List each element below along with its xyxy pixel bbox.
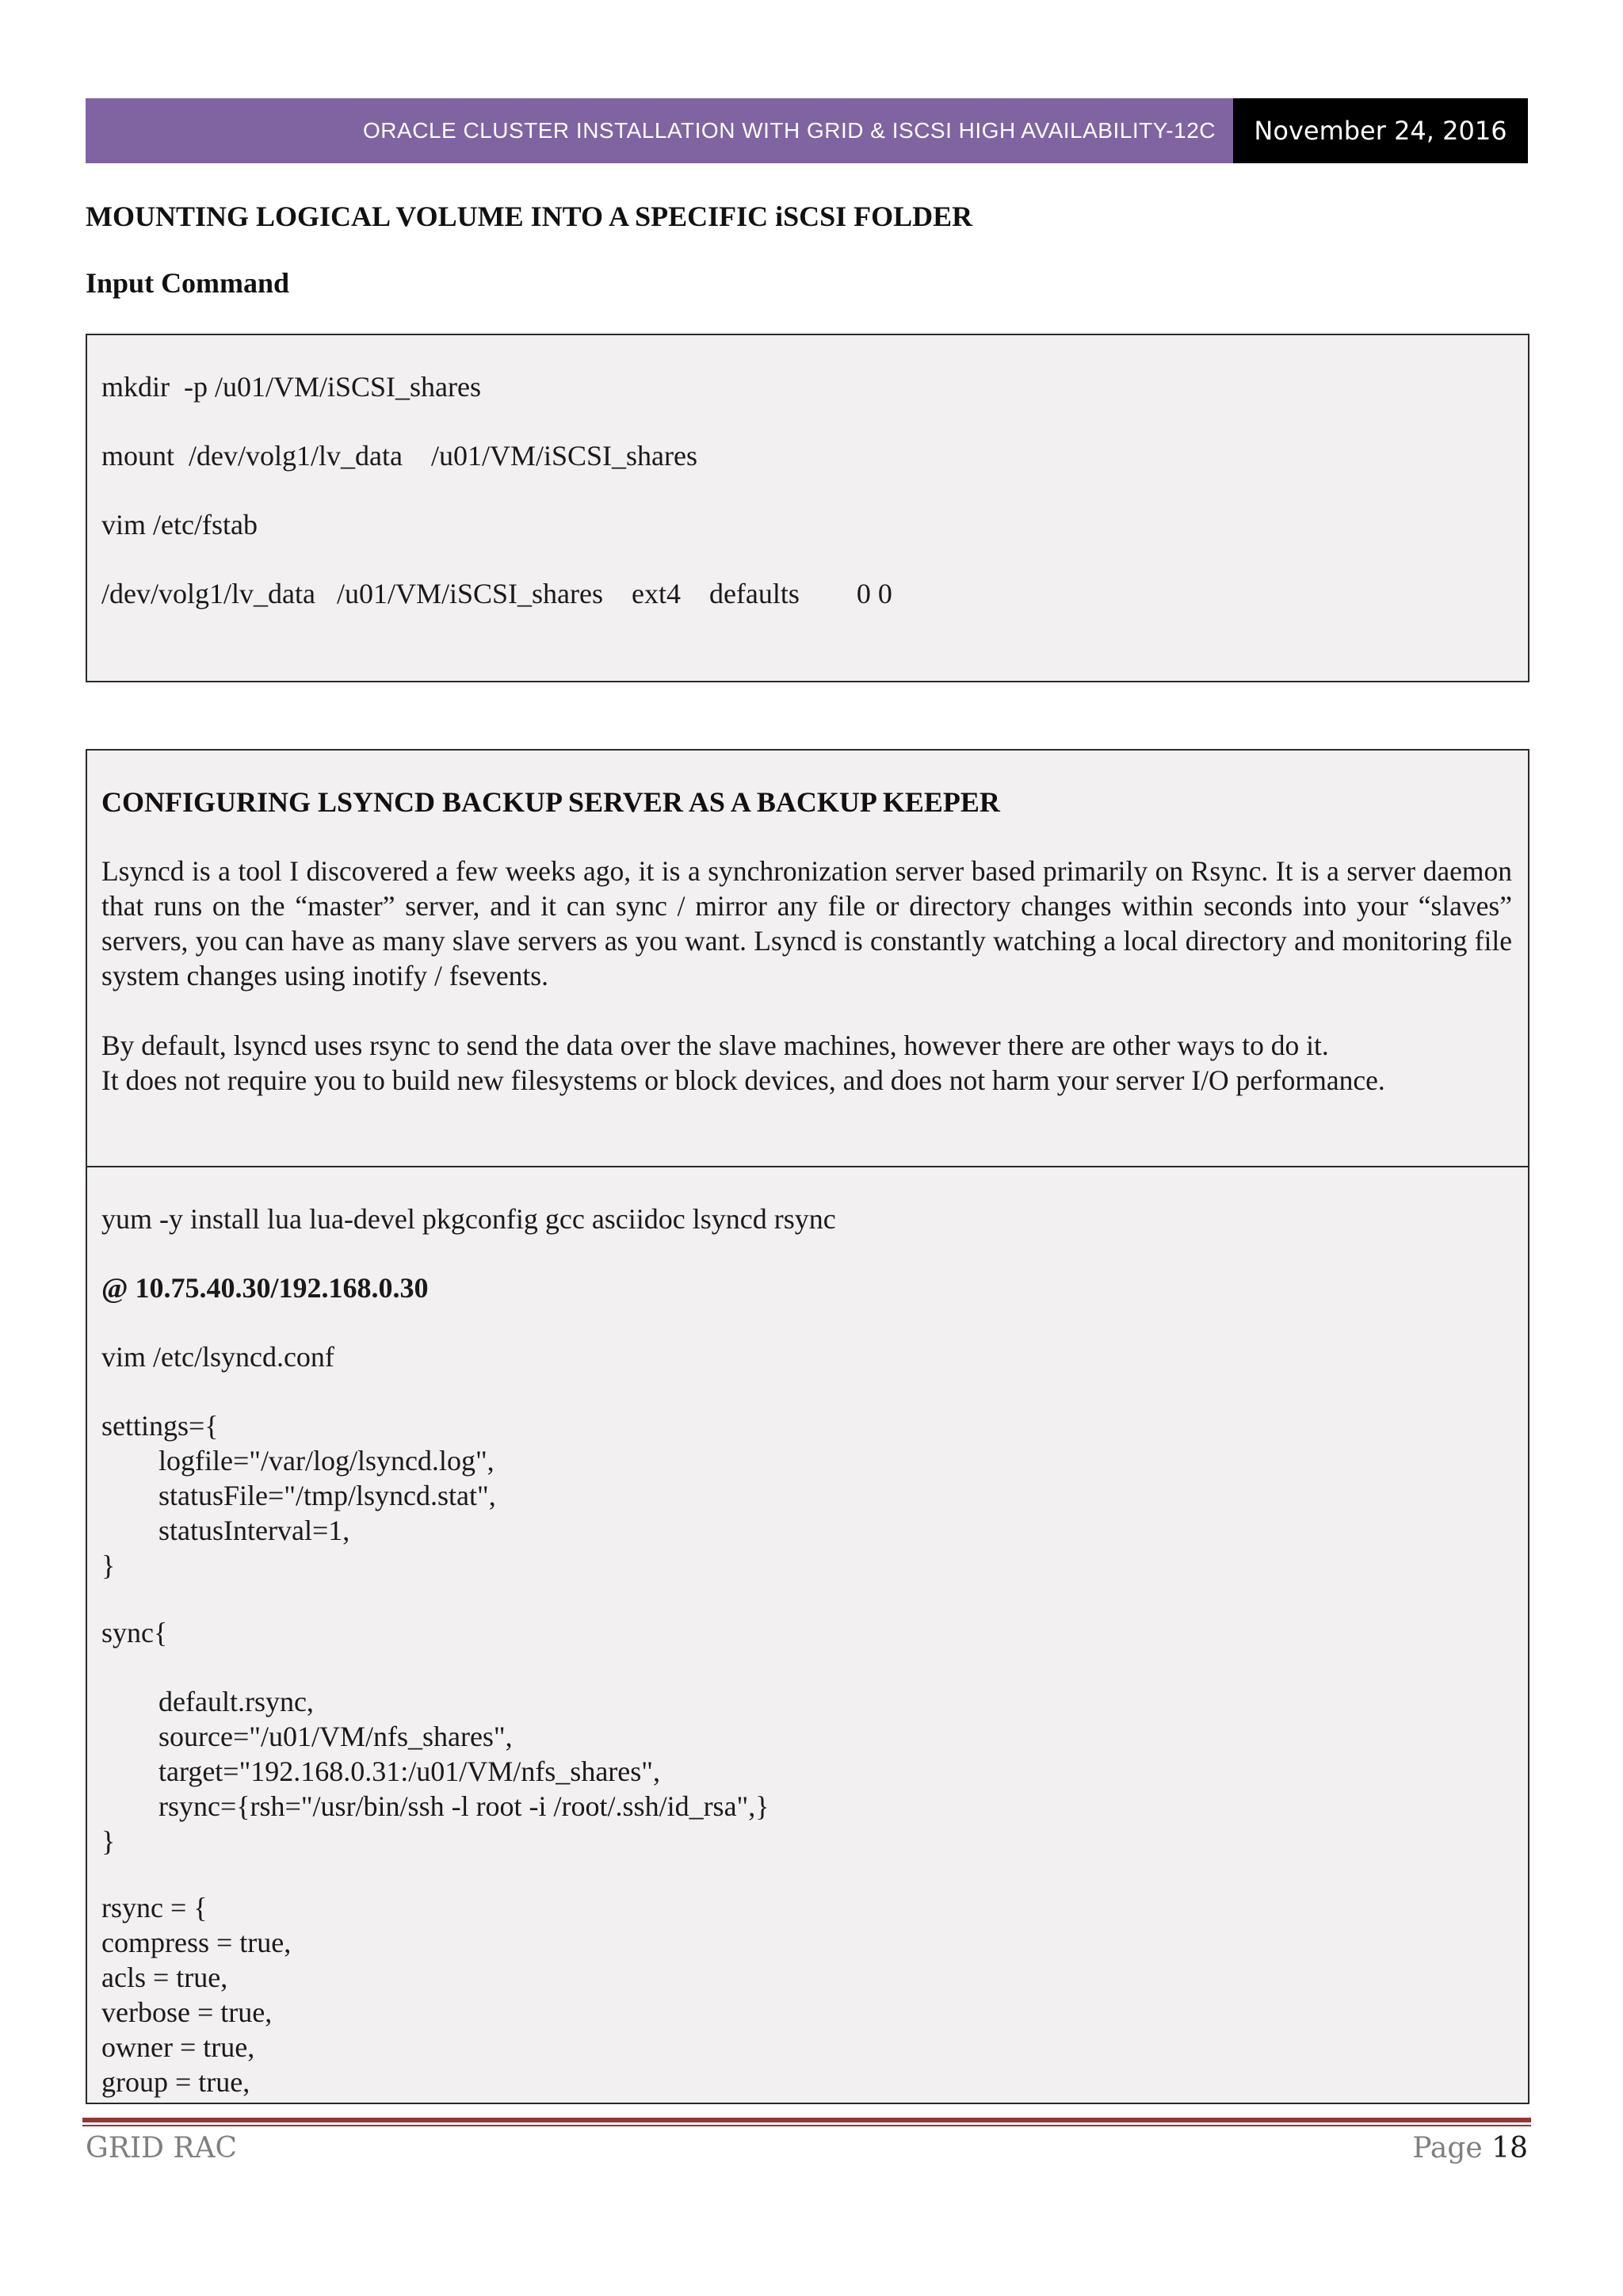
lsyncd-description: Lsyncd is a tool I discovered a few weeks ago, it is a synchronization server based primarily on Rsync. It is a server daemon that runs on the “master” server, and it can sync / mirror any file or directory changes within seconds into your “slaves” servers, you can have as many slave servers as you want. Lsyncd is constantly watching a local directory and monitoring file system changes using inotify / fsevents. xyxy=(101,855,1512,991)
settings-code-block: settings={ logfile="/var/log/lsyncd.log", statusFile="/tmp/lsyncd.stat", statusInterval=1, } xyxy=(101,1410,496,1581)
lsyncd-box xyxy=(86,749,1529,2104)
install-command: yum -y install lua lua-devel pkgconfig gcc asciidoc lsyncd rsync xyxy=(101,1203,836,1235)
sync-code-block: default.rsync, source="/u01/VM/nfs_shares", target="192.168.0.31:/u01/VM/nfs_shares", rsync={rsh="/usr/bin/ssh -l root -i /root/.ssh/id_rsa",} } xyxy=(101,1686,769,1857)
section-heading-mounting: MOUNTING LOGICAL VOLUME INTO A SPECIFIC iSCSI FOLDER xyxy=(86,201,973,232)
footer-label: GRID RAC xyxy=(86,2132,238,2164)
lsyncd-note-line2: It does not require you to build new filesystems or block devices, and does not harm your server I/O performance. xyxy=(101,1064,1385,1096)
page-label: Page xyxy=(1412,2132,1483,2164)
footer-rule xyxy=(82,2118,1531,2122)
rsync-code-block: rsync = { compress = true, acls = true, verbose = true, owner = true, group = true, xyxy=(101,1892,292,2098)
command-box-mount xyxy=(86,334,1529,682)
command-line: mount /dev/volg1/lv_data /u01/VM/iSCSI_shares xyxy=(101,440,697,472)
page-number-value: 18 xyxy=(1491,2132,1528,2164)
box-divider xyxy=(87,1166,1528,1167)
host-prefix: @ xyxy=(101,1272,136,1304)
document-date: November 24, 2016 xyxy=(1233,98,1528,163)
command-line: /dev/volg1/lv_data /u01/VM/iSCSI_shares ext4 defaults 0 0 xyxy=(101,578,892,609)
document-title: ORACLE CLUSTER INSTALLATION WITH GRID & ISCSI HIGH AVAILABILITY-12C xyxy=(363,118,1216,143)
host-address xyxy=(101,1271,429,1305)
footer-rule-thin xyxy=(82,2125,1531,2126)
page-number xyxy=(1412,2132,1528,2164)
command-line: vim /etc/fstab xyxy=(101,509,258,541)
sync-open-line: sync{ xyxy=(101,1617,168,1648)
input-command-label: Input Command xyxy=(86,267,290,299)
host-ip: 10.75.40.30/192.168.0.30 xyxy=(135,1272,429,1304)
lsyncd-note-line1: By default, lsyncd uses rsync to send the data over the slave machines, however there are other ways to do it. xyxy=(101,1030,1329,1061)
vim-command: vim /etc/lsyncd.conf xyxy=(101,1341,334,1373)
section-heading-lsyncd: CONFIGURING LSYNCD BACKUP SERVER AS A BACKUP KEEPER xyxy=(101,786,1000,818)
command-line: mkdir -p /u01/VM/iSCSI_shares xyxy=(101,371,482,403)
page-header xyxy=(86,98,1528,163)
